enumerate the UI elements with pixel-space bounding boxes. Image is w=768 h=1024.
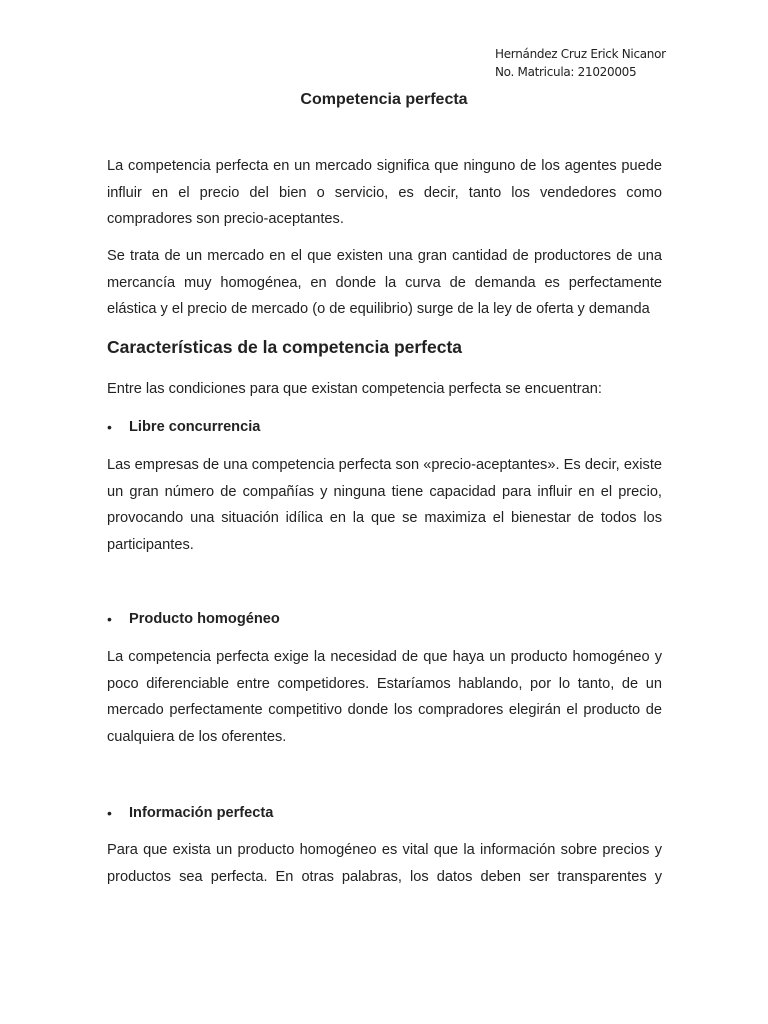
item-paragraph: Para que exista un producto homogéneo es vital que la información sobre precios y productos sea perfecta. En otras palabras, los datos deben ser transparentes y [107, 842, 662, 885]
intro-paragraph-2: Se trata de un mercado en el que existen una gran cantidad de productores de una mercancía muy homogénea, en donde la curva de demanda es perfectamente elástica y el precio de mercado (o de equilibrio) surge de la ley de oferta y demanda [107, 248, 662, 317]
item-paragraph: Las empresas de una competencia perfecta son «precio-aceptantes». Es decir, existe un gran número de compañías y ninguna tiene capacidad para influir en el precio, provocando una situación idílica en la que se maximiza el bienestar de todos los participantes. [107, 457, 662, 553]
bullet-label: Libre concurrencia [129, 419, 261, 435]
author-name: Hernández Cruz Erick Nicanor [495, 47, 666, 61]
section-heading: Características de la competencia perfecta [107, 337, 463, 357]
section-lead: Entre las condiciones para que existan competencia perfecta se encuentran: [107, 381, 602, 397]
item-paragraph: La competencia perfecta exige la necesidad de que haya un producto homogéneo y poco diferenciable entre competidores. Estaríamos hablando, por lo tanto, de un mercado perfectamente competitivo donde los compradores elegirán el producto de cualquiera de los oferentes. [107, 649, 662, 745]
bullet-icon: • [107, 805, 112, 821]
bullet-label: Producto homogéneo [129, 611, 280, 627]
bullet-icon: • [107, 611, 112, 627]
document-title: Competencia perfecta [300, 91, 468, 108]
student-id: No. Matricula: 21020005 [495, 65, 637, 79]
bullet-icon: • [107, 419, 112, 435]
intro-paragraph-1: La competencia perfecta en un mercado significa que ninguno de los agentes puede influir en el precio del bien o servicio, es decir, tanto los vendedores como compradores son precio-aceptantes. [107, 158, 662, 227]
author-header [495, 45, 666, 81]
bullet-label: Información perfecta [129, 805, 274, 821]
